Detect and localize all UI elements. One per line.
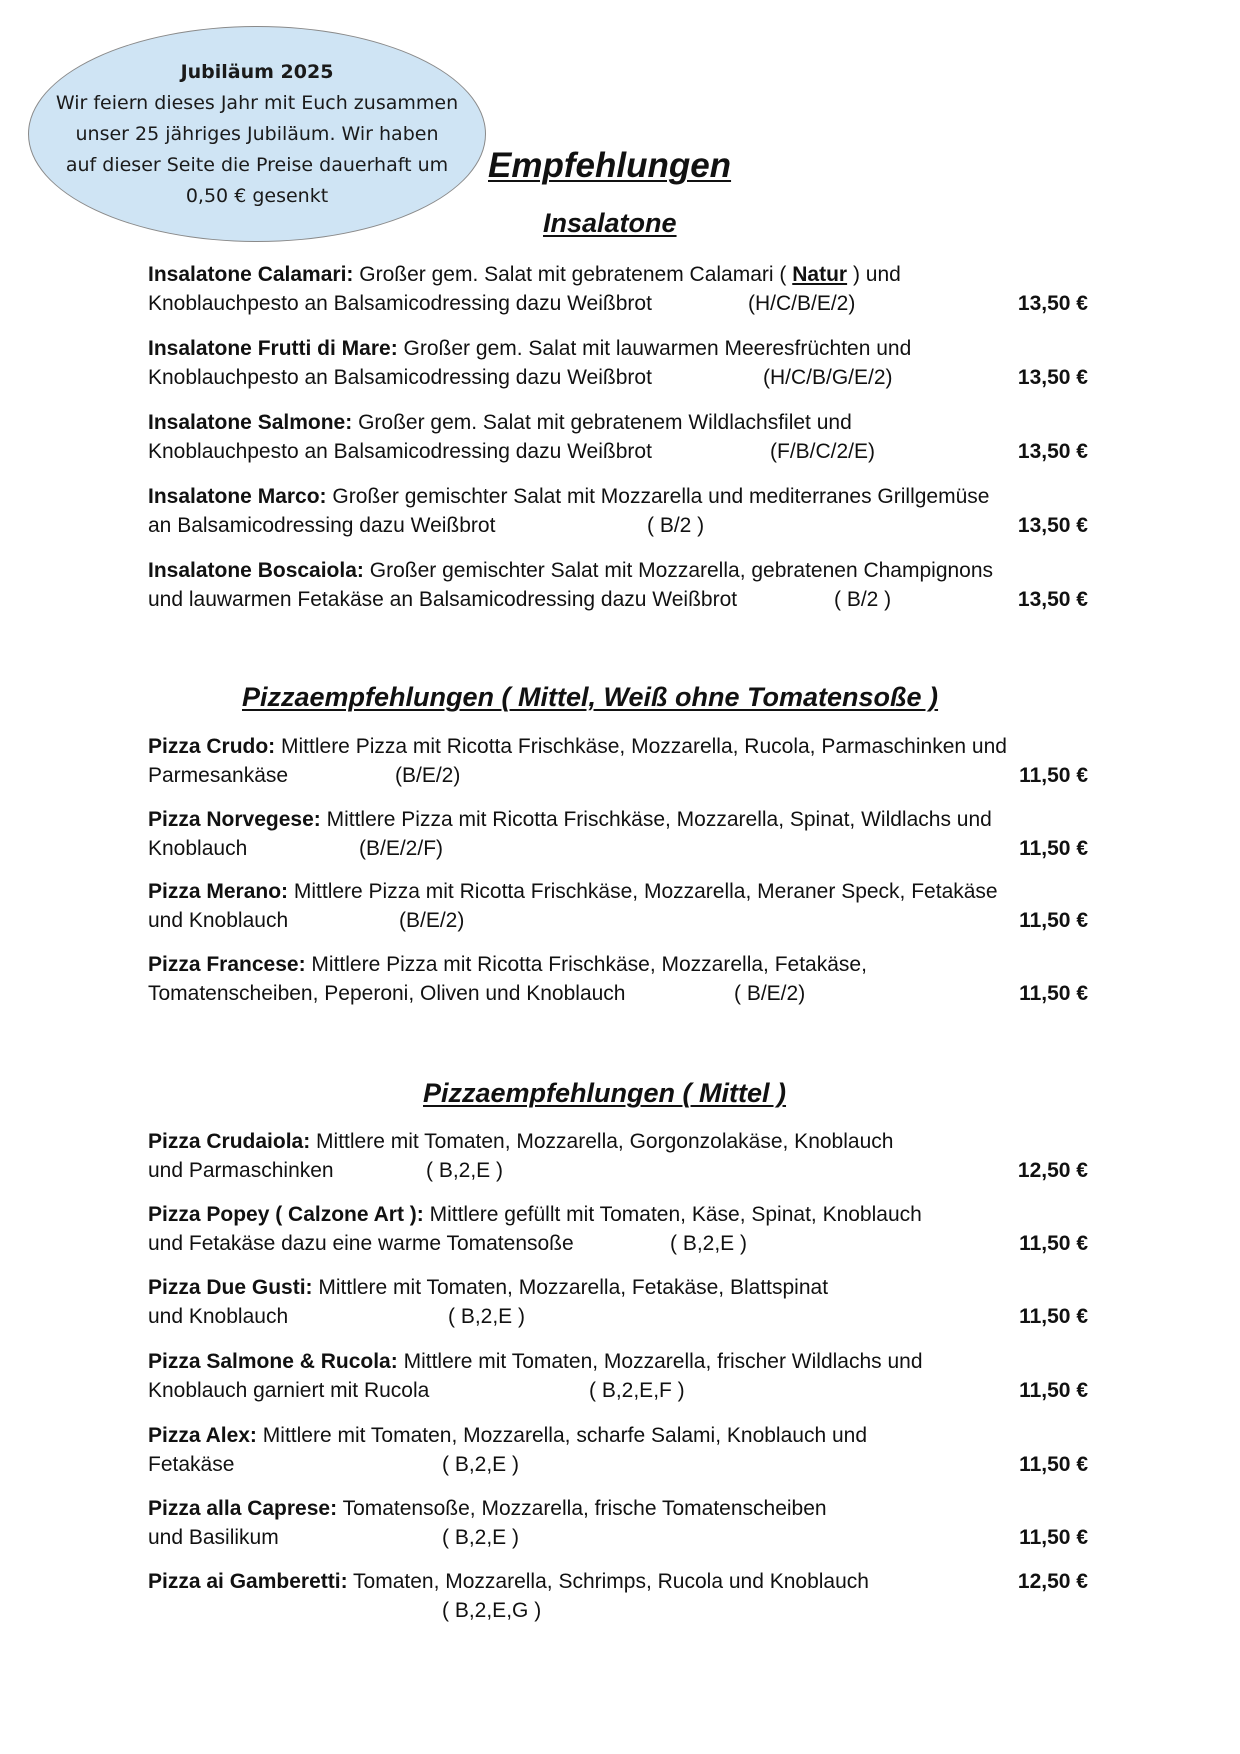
item-name: Insalatone Salmone: — [148, 411, 353, 434]
badge-line: Wir feiern dieses Jahr mit Euch zusammen — [55, 91, 459, 114]
item-allergens: ( B,2,E ) — [448, 1305, 526, 1328]
item-name: Insalatone Marco: — [148, 485, 327, 508]
item-description: und lauwarmen Fetakäse an Balsamicodressing dazu Weißbrot — [148, 588, 738, 611]
item-price: 11,50 € — [1019, 1379, 1088, 1402]
item-description: und Basilikum — [148, 1526, 279, 1549]
page-title: Empfehlungen — [488, 146, 732, 185]
item-name: Insalatone Boscaiola: — [148, 559, 364, 582]
item-name: Pizza Due Gusti: — [148, 1276, 313, 1299]
item-name: Pizza Crudo: — [148, 735, 276, 758]
item-description: Knoblauch — [148, 837, 248, 860]
item-name: Insalatone Calamari: — [148, 263, 354, 286]
menu-item — [148, 1127, 1088, 1185]
item-description: Tomaten, Mozzarella, Schrimps, Rucola und Knoblauch — [353, 1570, 869, 1593]
jubilee-badge — [28, 26, 486, 242]
menu-item — [148, 1200, 1088, 1258]
item-price: 11,50 € — [1019, 982, 1088, 1005]
item-description: Mittlere mit Tomaten, Mozzarella, Gorgonzolakäse, Knoblauch — [316, 1130, 894, 1153]
item-allergens: (B/E/2) — [395, 764, 461, 787]
item-description: Großer gem. Salat mit gebratenem Wildlachsfilet und — [358, 411, 852, 434]
item-allergens: ( B/E/2) — [734, 982, 806, 1005]
item-description: Tomatensoße, Mozzarella, frische Tomatenscheiben — [342, 1497, 827, 1520]
item-allergens: (F/B/C/2/E) — [770, 440, 876, 463]
menu-item — [148, 1347, 1088, 1405]
item-description: und Fetakäse dazu eine warme Tomatensoße — [148, 1232, 574, 1255]
item-allergens: ( B,2,E,G ) — [442, 1599, 542, 1622]
badge-title: Jubiläum 2025 — [180, 60, 334, 83]
item-price: 11,50 € — [1019, 1232, 1088, 1255]
item-description: Knoblauchpesto an Balsamicodressing dazu Weißbrot — [148, 366, 652, 389]
item-description: Mittlere Pizza mit Ricotta Frischkäse, Mozzarella, Fetakäse, — [311, 953, 867, 976]
menu-item — [148, 556, 1088, 614]
item-name: Insalatone Frutti di Mare: — [148, 337, 398, 360]
item-price: 13,50 € — [1017, 514, 1088, 537]
item-description: Großer gemischter Salat mit Mozzarella, gebratenen Champignons — [369, 559, 994, 582]
menu-item — [148, 1421, 1088, 1479]
section-heading-pizza-weiss: Pizzaempfehlungen ( Mittel, Weiß ohne Tomatensoße ) — [242, 682, 939, 712]
item-price: 13,50 € — [1017, 292, 1088, 315]
item-description: und Parmaschinken — [148, 1159, 334, 1182]
item-description: Mittlere gefüllt mit Tomaten, Käse, Spinat, Knoblauch — [429, 1203, 922, 1226]
item-allergens: ( B,2,E ) — [670, 1232, 748, 1255]
item-allergens: (B/E/2/F) — [359, 837, 444, 860]
menu-item — [148, 482, 1088, 540]
item-price: 11,50 € — [1019, 909, 1088, 932]
item-description: Knoblauchpesto an Balsamicodressing dazu Weißbrot — [148, 440, 652, 463]
item-description: Fetakäse — [148, 1453, 235, 1476]
item-description: Großer gem. Salat mit gebratenem Calamari ( — [359, 263, 787, 286]
menu-item — [148, 1273, 1088, 1331]
item-name: Pizza Merano: — [148, 880, 289, 903]
menu-item — [148, 260, 1088, 318]
badge-line: 0,50 € gesenkt — [185, 184, 329, 207]
menu-item — [148, 1494, 1088, 1552]
item-name: Pizza alla Caprese: — [148, 1497, 338, 1520]
menu-item — [148, 805, 1088, 863]
menu-item — [148, 1567, 1088, 1625]
item-description: Mittlere Pizza mit Ricotta Frischkäse, Mozzarella, Spinat, Wildlachs und — [326, 808, 992, 831]
item-description: Knoblauchpesto an Balsamicodressing dazu Weißbrot — [148, 292, 652, 315]
item-description: Mittlere mit Tomaten, Mozzarella, scharfe Salami, Knoblauch und — [262, 1424, 868, 1447]
section-heading-pizza-mittel: Pizzaempfehlungen ( Mittel ) — [423, 1078, 787, 1108]
item-description: Mittlere Pizza mit Ricotta Frischkäse, Mozzarella, Rucola, Parmaschinken und — [281, 735, 1007, 758]
item-price: 11,50 € — [1019, 1305, 1088, 1328]
item-price: 13,50 € — [1017, 440, 1088, 463]
item-description: und Knoblauch — [148, 1305, 289, 1328]
item-price: 11,50 € — [1019, 764, 1088, 787]
item-name: Pizza Crudaiola: — [148, 1130, 311, 1153]
item-price: 11,50 € — [1019, 837, 1088, 860]
item-description: Knoblauch garniert mit Rucola — [148, 1379, 430, 1402]
item-description: Parmesankäse — [148, 764, 289, 787]
item-allergens: ( B,2,E ) — [442, 1526, 520, 1549]
item-allergens: ( B,2,E,F ) — [589, 1379, 685, 1402]
section-heading-insalatone: Insalatone — [543, 208, 677, 238]
item-allergens: ( B/2 ) — [647, 514, 705, 537]
menu-item — [148, 732, 1088, 790]
item-description: Tomatenscheiben, Peperoni, Oliven und Knoblauch — [148, 982, 626, 1005]
item-allergens: (H/C/B/G/E/2) — [763, 366, 893, 389]
item-name: Pizza Alex: — [148, 1424, 257, 1447]
item-name: Pizza ai Gamberetti: — [148, 1570, 348, 1593]
item-description: Großer gem. Salat mit lauwarmen Meeresfrüchten und — [403, 337, 912, 360]
menu-item — [148, 334, 1088, 392]
item-price: 13,50 € — [1017, 588, 1088, 611]
item-description: Mittlere mit Tomaten, Mozzarella, frischer Wildlachs und — [403, 1350, 923, 1373]
badge-line: auf dieser Seite die Preise dauerhaft um — [65, 153, 449, 176]
item-allergens: (H/C/B/E/2) — [748, 292, 856, 315]
item-description-end: ) und — [852, 263, 901, 286]
item-description: Mittlere Pizza mit Ricotta Frischkäse, Mozzarella, Meraner Speck, Fetakäse — [293, 880, 998, 903]
item-price: 11,50 € — [1019, 1526, 1088, 1549]
item-name: Pizza Salmone & Rucola: — [148, 1350, 398, 1373]
item-highlight: Natur — [792, 263, 848, 286]
item-price: 13,50 € — [1017, 366, 1088, 389]
menu-item — [148, 877, 1088, 935]
item-description: Mittlere mit Tomaten, Mozzarella, Fetakäse, Blattspinat — [318, 1276, 829, 1299]
item-allergens: ( B,2,E ) — [442, 1453, 520, 1476]
badge-line: unser 25 jähriges Jubiläum. Wir haben — [75, 122, 439, 145]
item-name: Pizza Francese: — [148, 953, 306, 976]
item-description: Großer gemischter Salat mit Mozzarella und mediterranes Grillgemüse — [332, 485, 990, 508]
item-description: an Balsamicodressing dazu Weißbrot — [148, 514, 496, 537]
item-price: 12,50 € — [1017, 1570, 1088, 1593]
item-allergens: ( B,2,E ) — [426, 1159, 504, 1182]
item-description: und Knoblauch — [148, 909, 289, 932]
item-allergens: ( B/2 ) — [834, 588, 892, 611]
menu-item — [148, 950, 1088, 1008]
item-name: Pizza Norvegese: — [148, 808, 321, 831]
item-price: 11,50 € — [1019, 1453, 1088, 1476]
item-name: Pizza Popey ( Calzone Art ): — [148, 1203, 424, 1226]
item-price: 12,50 € — [1017, 1159, 1088, 1182]
item-allergens: (B/E/2) — [399, 909, 465, 932]
menu-item — [148, 408, 1088, 466]
